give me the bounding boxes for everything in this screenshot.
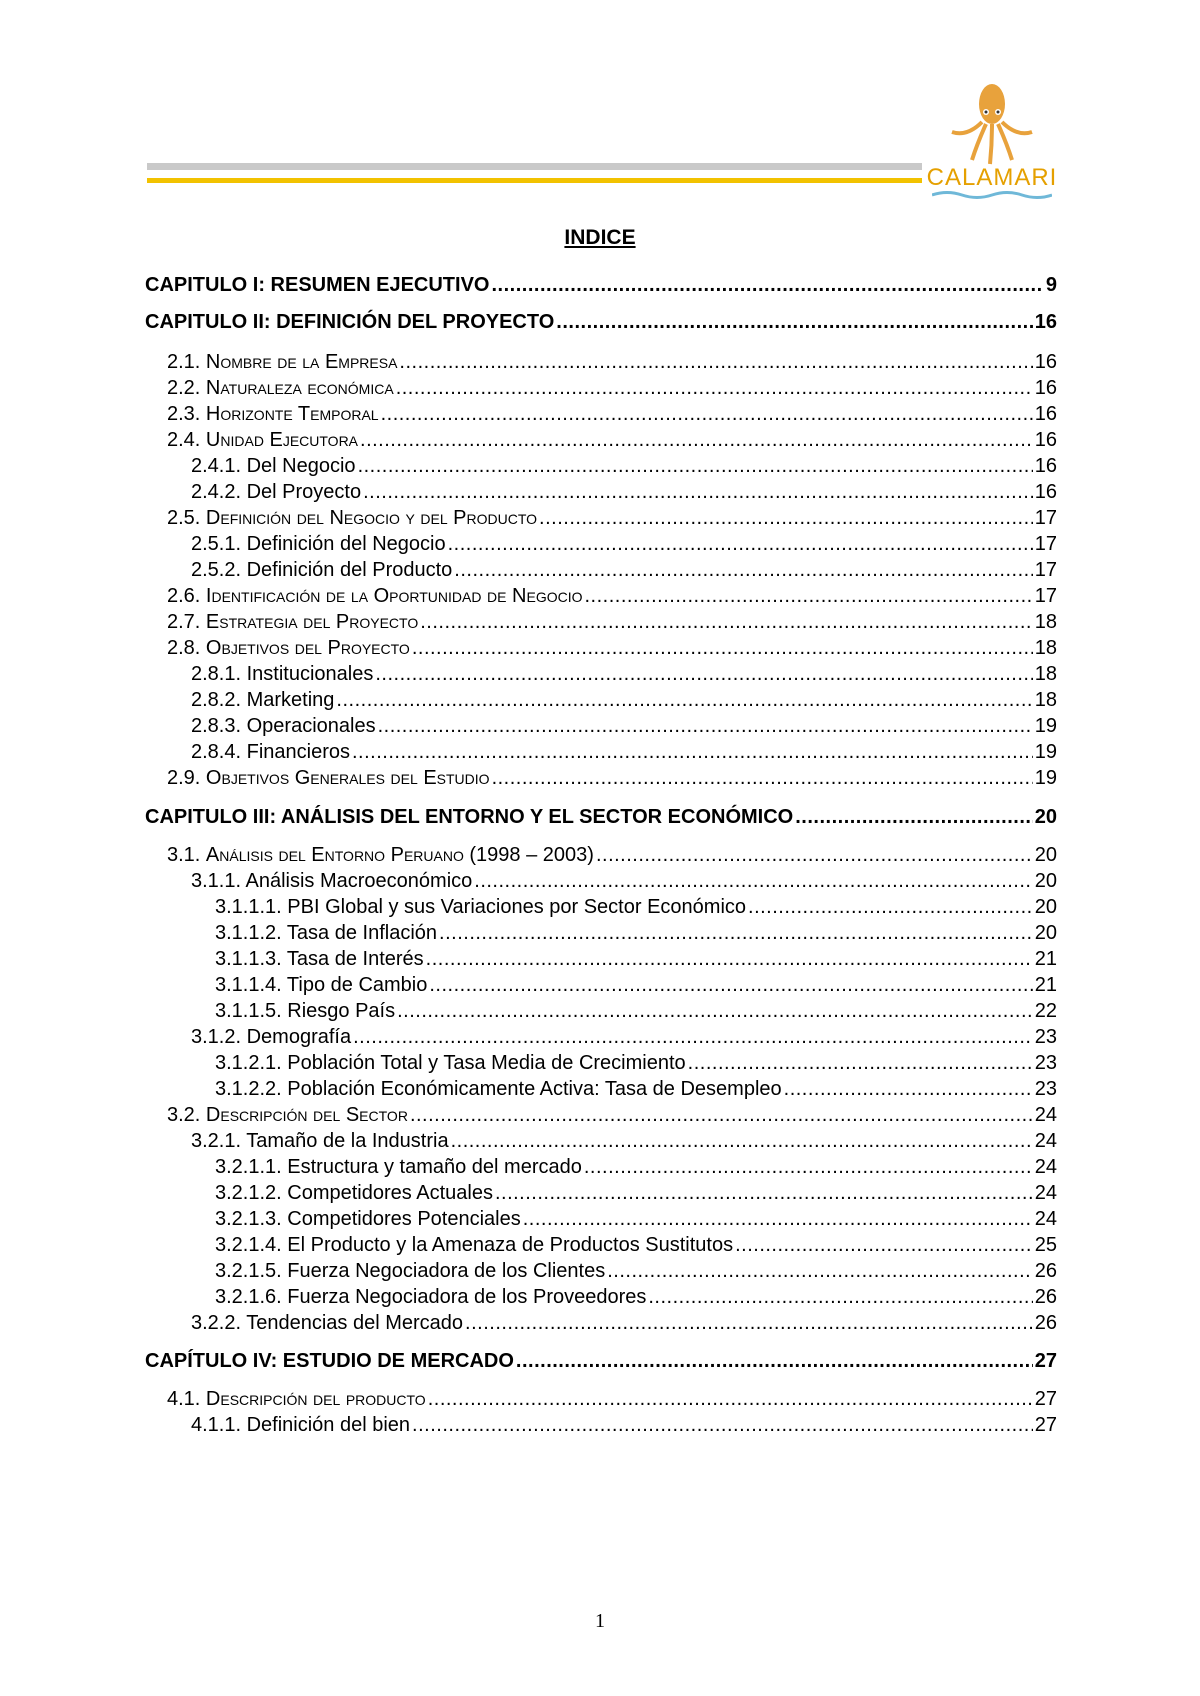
toc-entry-title: Definición del Negocio y del Producto — [205, 507, 538, 529]
toc-entry-title: Tendencias del Mercado — [246, 1312, 464, 1334]
toc-leader-dots — [748, 896, 1033, 919]
toc-leader-dots — [584, 1156, 1033, 1179]
toc-entry-label — [191, 741, 350, 764]
toc-entry[interactable] — [167, 767, 1057, 790]
toc-leader-dots — [353, 1026, 1033, 1049]
toc-entry-label — [191, 663, 373, 686]
toc-entry-number: 2.9. — [167, 767, 206, 789]
toc-entry-title: Demografía — [246, 1026, 352, 1048]
toc-entry-title: Riesgo País — [287, 1000, 396, 1022]
toc-leader-dots — [397, 1000, 1033, 1023]
toc-entry[interactable] — [167, 585, 1057, 608]
toc-entry-label — [145, 274, 489, 297]
toc-page-number: 18 — [1034, 663, 1057, 685]
toc-entry-number: 2.4.2. — [191, 481, 247, 503]
toc-leader-dots — [784, 1078, 1033, 1101]
toc-page-number: 26 — [1034, 1260, 1057, 1282]
toc-entry-label — [191, 1312, 463, 1335]
toc-entry-title: Tasa de Interés — [286, 948, 424, 970]
toc-entry-label — [167, 1388, 426, 1411]
toc-page-number: 20 — [1034, 870, 1057, 892]
toc-leader-dots — [688, 1052, 1033, 1075]
toc-page-number: 9 — [1045, 274, 1057, 296]
toc-leader-dots — [399, 351, 1032, 374]
toc-entry-title: Operacionales — [246, 715, 376, 737]
toc-entry-number: 3.1.1.2. — [215, 922, 287, 944]
toc-page-number: 24 — [1034, 1104, 1057, 1126]
toc-page-number: 18 — [1034, 637, 1057, 659]
toc-leader-dots — [396, 377, 1033, 400]
toc-entry[interactable] — [215, 1286, 1057, 1309]
toc-entry-title: Descripción del Sector — [205, 1104, 408, 1126]
toc-page-number: 23 — [1034, 1078, 1057, 1100]
header-rule-yellow — [147, 178, 922, 183]
toc-entry-label — [145, 1350, 514, 1373]
toc-leader-dots — [539, 507, 1033, 530]
toc-entry-label — [215, 1208, 521, 1231]
toc-entry-title: Análisis Macroeconómico — [245, 870, 473, 892]
toc-entry-number: 2.4.1. — [191, 455, 247, 477]
toc-entry-label — [167, 767, 490, 790]
toc-leader-dots — [412, 637, 1033, 660]
toc-entry-title: Análisis del Entorno Peruano — [205, 844, 464, 866]
toc-entry-title: Definición del Producto — [246, 559, 453, 581]
toc-entry-title: Naturaleza económica — [205, 377, 394, 399]
toc-page-number: 16 — [1034, 351, 1057, 373]
toc-page-number: 19 — [1034, 715, 1057, 737]
toc-entry-title: PBI Global y sus Variaciones por Sector Económico — [287, 896, 747, 918]
toc-leader-dots — [465, 1312, 1033, 1335]
toc-entry-label — [215, 1156, 582, 1179]
toc-page-number: 16 — [1034, 377, 1057, 399]
toc-entry[interactable] — [215, 1182, 1057, 1205]
toc-page-number: 20 — [1034, 806, 1057, 828]
toc-page-number: 16 — [1034, 455, 1057, 477]
toc-entry-number: CAPITULO II: DEFINICIÓN DEL PROYECTO — [145, 311, 555, 333]
toc-entry[interactable] — [191, 1414, 1057, 1437]
toc-entry-label — [145, 806, 793, 829]
toc-entry[interactable] — [191, 481, 1057, 504]
toc-entry-number: 3.1.2.2. — [215, 1078, 288, 1100]
toc-leader-dots — [352, 741, 1033, 764]
toc-entry-title: Descripción del producto — [205, 1388, 426, 1410]
toc-leader-dots — [378, 715, 1033, 738]
toc-page-number: 16 — [1034, 429, 1057, 451]
toc-page-number: 19 — [1034, 741, 1057, 763]
toc-entry-number: 3.2.1.1. — [215, 1156, 288, 1178]
toc-entry-number: 4.1.1. — [191, 1414, 247, 1436]
toc-entry-label — [167, 377, 394, 400]
wave-icon — [932, 190, 1052, 200]
toc-leader-dots — [358, 455, 1033, 478]
toc-page-number: 17 — [1034, 507, 1057, 529]
toc-entry-title: Población Económicamente Activa: Tasa de Desempleo — [287, 1078, 782, 1100]
toc-entry[interactable] — [191, 689, 1057, 712]
toc-entry[interactable] — [167, 611, 1057, 634]
toc-entry[interactable] — [191, 1130, 1057, 1153]
toc-leader-dots — [363, 481, 1033, 504]
toc-leader-dots — [336, 689, 1032, 712]
toc-entry[interactable] — [215, 1208, 1057, 1231]
toc-page-number: 16 — [1034, 311, 1057, 333]
toc-page-number: 21 — [1034, 974, 1057, 996]
toc-entry[interactable] — [191, 663, 1057, 686]
toc-entry[interactable] — [215, 1078, 1057, 1101]
toc-entry-number: 2.5. — [167, 507, 206, 529]
toc-entry-title: Marketing — [246, 689, 335, 711]
toc-leader-dots — [428, 1388, 1033, 1411]
toc-page-number: 20 — [1034, 896, 1057, 918]
toc-page-number: 16 — [1034, 481, 1057, 503]
toc-entry-number: CAPITULO III: ANÁLISIS DEL ENTORNO Y EL SECTOR ECONÓMICO — [145, 806, 794, 828]
toc-page-number: 24 — [1034, 1208, 1057, 1230]
toc-entry-title: El Producto y la Amenaza de Productos Sustitutos — [287, 1234, 734, 1256]
toc-page-number: 17 — [1034, 585, 1057, 607]
toc-entry-title: Tamaño de la Industria — [246, 1130, 449, 1152]
toc-entry-title: Identificación de la Oportunidad de Negocio — [205, 585, 583, 607]
toc-page-number: 16 — [1034, 403, 1057, 425]
toc-page-number: 21 — [1034, 948, 1057, 970]
toc-entry-label — [145, 311, 554, 334]
toc-entry-title: Definición del Negocio — [246, 533, 446, 555]
toc-entry-number: 3.1.1.3. — [215, 948, 287, 970]
toc-entry-number: CAPITULO I: RESUMEN EJECUTIVO — [145, 274, 490, 296]
toc-entry-label — [215, 1234, 733, 1257]
toc-page-number: 17 — [1034, 559, 1057, 581]
toc-entry-title: Del Proyecto — [246, 481, 362, 503]
toc-entry[interactable] — [167, 377, 1057, 400]
toc-entry-label — [215, 974, 427, 997]
toc-entry[interactable] — [215, 1260, 1057, 1283]
toc-page-number: 22 — [1034, 1000, 1057, 1022]
toc-entry-label — [215, 1052, 686, 1075]
header-rule-gray — [147, 163, 922, 170]
toc-entry[interactable] — [191, 741, 1057, 764]
toc-entry-label — [167, 637, 410, 660]
toc-entry[interactable] — [215, 1234, 1057, 1257]
toc-entry[interactable] — [167, 429, 1057, 452]
toc-leader-dots — [523, 1208, 1033, 1231]
logo-text: CALAMARI — [926, 164, 1058, 191]
toc-entry[interactable] — [167, 1388, 1057, 1411]
toc-leader-dots — [495, 1182, 1033, 1205]
toc-leader-dots — [410, 1104, 1033, 1127]
toc-entry-number: 3.2.1. — [191, 1130, 247, 1152]
toc-entry-title: Estrategia del Proyecto — [205, 611, 419, 633]
toc-entry-label — [167, 351, 397, 374]
toc-entry-number: 3.1.1.1. — [215, 896, 288, 918]
toc-leader-dots — [375, 663, 1032, 686]
toc-entry-label — [215, 922, 437, 945]
toc-page-number: 17 — [1034, 533, 1057, 555]
toc-entry-title: Población Total y Tasa Media de Crecimiento — [287, 1052, 686, 1074]
toc-leader-dots — [474, 870, 1032, 893]
toc-entry-title: Competidores Potenciales — [287, 1208, 521, 1230]
toc-entry-label — [215, 896, 746, 919]
toc-page-number: 20 — [1034, 844, 1057, 866]
toc-entry-number: 3.2.1.6. — [215, 1286, 288, 1308]
toc-leader-dots — [360, 429, 1033, 452]
toc-entry-number: 2.1. — [167, 351, 206, 373]
toc-entry-title: Institucionales — [246, 663, 374, 685]
toc-entry[interactable] — [167, 1104, 1057, 1127]
toc-entry-label — [215, 1286, 646, 1309]
toc-leader-dots — [454, 559, 1032, 582]
toc-entry-label — [215, 1000, 395, 1023]
toc-entry-number: 2.8.3. — [191, 715, 247, 737]
toc-entry-number: 2.3. — [167, 403, 206, 425]
toc-entry-title: Estructura y tamaño del mercado — [287, 1156, 582, 1178]
toc-leader-dots — [556, 311, 1032, 334]
toc-leader-dots — [607, 1260, 1033, 1283]
toc-leader-dots — [381, 403, 1033, 426]
toc-entry[interactable] — [191, 715, 1057, 738]
toc-leader-dots — [584, 585, 1032, 608]
toc-entry-extra: (1998 – 2003) — [463, 844, 594, 866]
toc-chapter[interactable] — [145, 311, 1057, 334]
toc-entry[interactable] — [215, 922, 1057, 945]
toc-page-number: 18 — [1034, 689, 1057, 711]
toc-entry-title: Objetivos Generales del Estudio — [205, 767, 490, 789]
toc-entry-title: Nombre de la Empresa — [205, 351, 398, 373]
toc-entry-label — [191, 1130, 449, 1153]
toc-leader-dots — [492, 767, 1033, 790]
toc-entry-label — [167, 611, 418, 634]
toc-entry-number: 3.2.1.3. — [215, 1208, 288, 1230]
toc-entry-label — [191, 455, 356, 478]
toc-entry-label — [191, 481, 361, 504]
toc-chapter[interactable] — [145, 806, 1057, 829]
toc-leader-dots — [516, 1350, 1033, 1373]
toc-page-number: 24 — [1034, 1156, 1057, 1178]
toc-entry-title: Fuerza Negociadora de los Clientes — [287, 1260, 606, 1282]
toc-entry-title: Objetivos del Proyecto — [205, 637, 410, 659]
toc-leader-dots — [420, 611, 1033, 634]
toc-entry-number: 3.2.2. — [191, 1312, 247, 1334]
toc-page-number: 27 — [1034, 1414, 1057, 1436]
toc-entry-number: CAPÍTULO IV: ESTUDIO DE MERCADO — [145, 1350, 514, 1372]
toc-page-number: 27 — [1034, 1388, 1057, 1410]
toc-page-number: 24 — [1034, 1182, 1057, 1204]
toc-entry-label — [191, 1026, 351, 1049]
toc-page-number: 18 — [1034, 611, 1057, 633]
toc-entry-label — [191, 1414, 410, 1437]
toc-entry-number: 2.4. — [167, 429, 206, 451]
toc-entry[interactable] — [191, 1312, 1057, 1335]
toc-entry[interactable] — [215, 1156, 1057, 1179]
toc-leader-dots — [596, 844, 1033, 867]
toc-entry-number: 2.8. — [167, 637, 206, 659]
toc-entry[interactable] — [167, 844, 1057, 867]
toc-entry-title: Tipo de Cambio — [286, 974, 428, 996]
toc-entry[interactable] — [167, 351, 1057, 374]
toc-entry-number: 2.6. — [167, 585, 206, 607]
toc-entry-label — [215, 1260, 605, 1283]
toc-chapter[interactable] — [145, 1350, 1057, 1373]
toc-entry[interactable] — [191, 559, 1057, 582]
toc-page-number: 25 — [1034, 1234, 1057, 1256]
toc-entry-label — [167, 507, 537, 530]
toc-entry-title: Del Negocio — [246, 455, 356, 477]
toc-leader-dots — [426, 948, 1033, 971]
toc-entry-title: Fuerza Negociadora de los Proveedores — [287, 1286, 647, 1308]
toc-page-number: 20 — [1034, 922, 1057, 944]
toc-entry-title: Financieros — [246, 741, 350, 763]
toc-page-number: 19 — [1034, 767, 1057, 789]
toc-entry-label — [191, 559, 452, 582]
toc-entry-label — [191, 870, 472, 893]
toc-entry[interactable] — [215, 1052, 1057, 1075]
toc-entry-number: 3.2.1.4. — [215, 1234, 288, 1256]
toc-entry[interactable] — [215, 948, 1057, 971]
toc-entry-number: 2.8.2. — [191, 689, 247, 711]
toc-entry-label — [167, 403, 379, 426]
page-title: INDICE — [564, 226, 636, 249]
toc-entry-number: 2.2. — [167, 377, 206, 399]
toc-leader-dots — [448, 533, 1033, 556]
toc-entry-title: Tasa de Inflación — [286, 922, 438, 944]
toc-leader-dots — [491, 274, 1043, 297]
toc-entry-number: 2.5.2. — [191, 559, 247, 581]
toc-entry-number: 2.5.1. — [191, 533, 247, 555]
toc-entry[interactable] — [167, 507, 1057, 530]
toc-page-number: 27 — [1034, 1350, 1057, 1372]
toc-page-number: 23 — [1034, 1026, 1057, 1048]
toc-entry-label — [167, 429, 358, 452]
toc-entry-number: 3.2.1.2. — [215, 1182, 288, 1204]
toc-leader-dots — [451, 1130, 1033, 1153]
toc-leader-dots — [439, 922, 1033, 945]
toc-entry-label — [191, 715, 376, 738]
toc-entry[interactable] — [191, 533, 1057, 556]
toc-entry-number: 3.1.1.4. — [215, 974, 287, 996]
toc-entry-label — [191, 689, 334, 712]
toc-entry-label — [167, 844, 594, 867]
toc-entry-label — [191, 533, 446, 556]
toc-entry-number: 2.8.1. — [191, 663, 247, 685]
toc-page-number: 26 — [1034, 1312, 1057, 1334]
toc-entry-title: Definición del bien — [246, 1414, 411, 1436]
toc-entry-label — [167, 585, 582, 608]
toc-entry[interactable] — [215, 896, 1057, 919]
toc-entry-number: 4.1. — [167, 1388, 206, 1410]
toc-entry-number: 2.7. — [167, 611, 206, 633]
toc-entry[interactable] — [215, 1000, 1057, 1023]
toc-entry-number: 3.1.1.5. — [215, 1000, 288, 1022]
toc-leader-dots — [429, 974, 1032, 997]
toc-entry-number: 3.2.1.5. — [215, 1260, 288, 1282]
calamari-logo — [922, 82, 1062, 202]
toc-leader-dots — [795, 806, 1033, 829]
toc-entry-label — [167, 1104, 408, 1127]
toc-entry-title: Unidad Ejecutora — [205, 429, 359, 451]
toc-entry-title: Competidores Actuales — [287, 1182, 493, 1204]
toc-entry-number: 3.1. — [167, 844, 206, 866]
toc-leader-dots — [648, 1286, 1032, 1309]
page-number: 1 — [595, 1610, 605, 1632]
toc-entry[interactable] — [167, 637, 1057, 660]
toc-leader-dots — [412, 1414, 1033, 1437]
toc-entry[interactable] — [167, 403, 1057, 426]
toc-leader-dots — [735, 1234, 1033, 1257]
toc-entry[interactable] — [191, 870, 1057, 893]
toc-entry-title: Horizonte Temporal — [205, 403, 379, 425]
toc-entry[interactable] — [191, 1026, 1057, 1049]
toc-page-number: 23 — [1034, 1052, 1057, 1074]
toc-entry-number: 2.8.4. — [191, 741, 247, 763]
toc-entry[interactable] — [191, 455, 1057, 478]
toc-entry[interactable] — [215, 974, 1057, 997]
toc-entry-number: 3.1.2. — [191, 1026, 247, 1048]
toc-page-number: 24 — [1034, 1130, 1057, 1152]
toc-entry-number: 3.1.2.1. — [215, 1052, 288, 1074]
toc-chapter[interactable] — [145, 274, 1057, 297]
toc-entry-label — [215, 1182, 493, 1205]
squid-icon — [922, 82, 1062, 172]
toc-page-number: 26 — [1034, 1286, 1057, 1308]
toc-entry-label — [215, 1078, 782, 1101]
toc-entry-number: 3.2. — [167, 1104, 206, 1126]
toc-entry-label — [215, 948, 424, 971]
toc-entry-number: 3.1.1. — [191, 870, 246, 892]
